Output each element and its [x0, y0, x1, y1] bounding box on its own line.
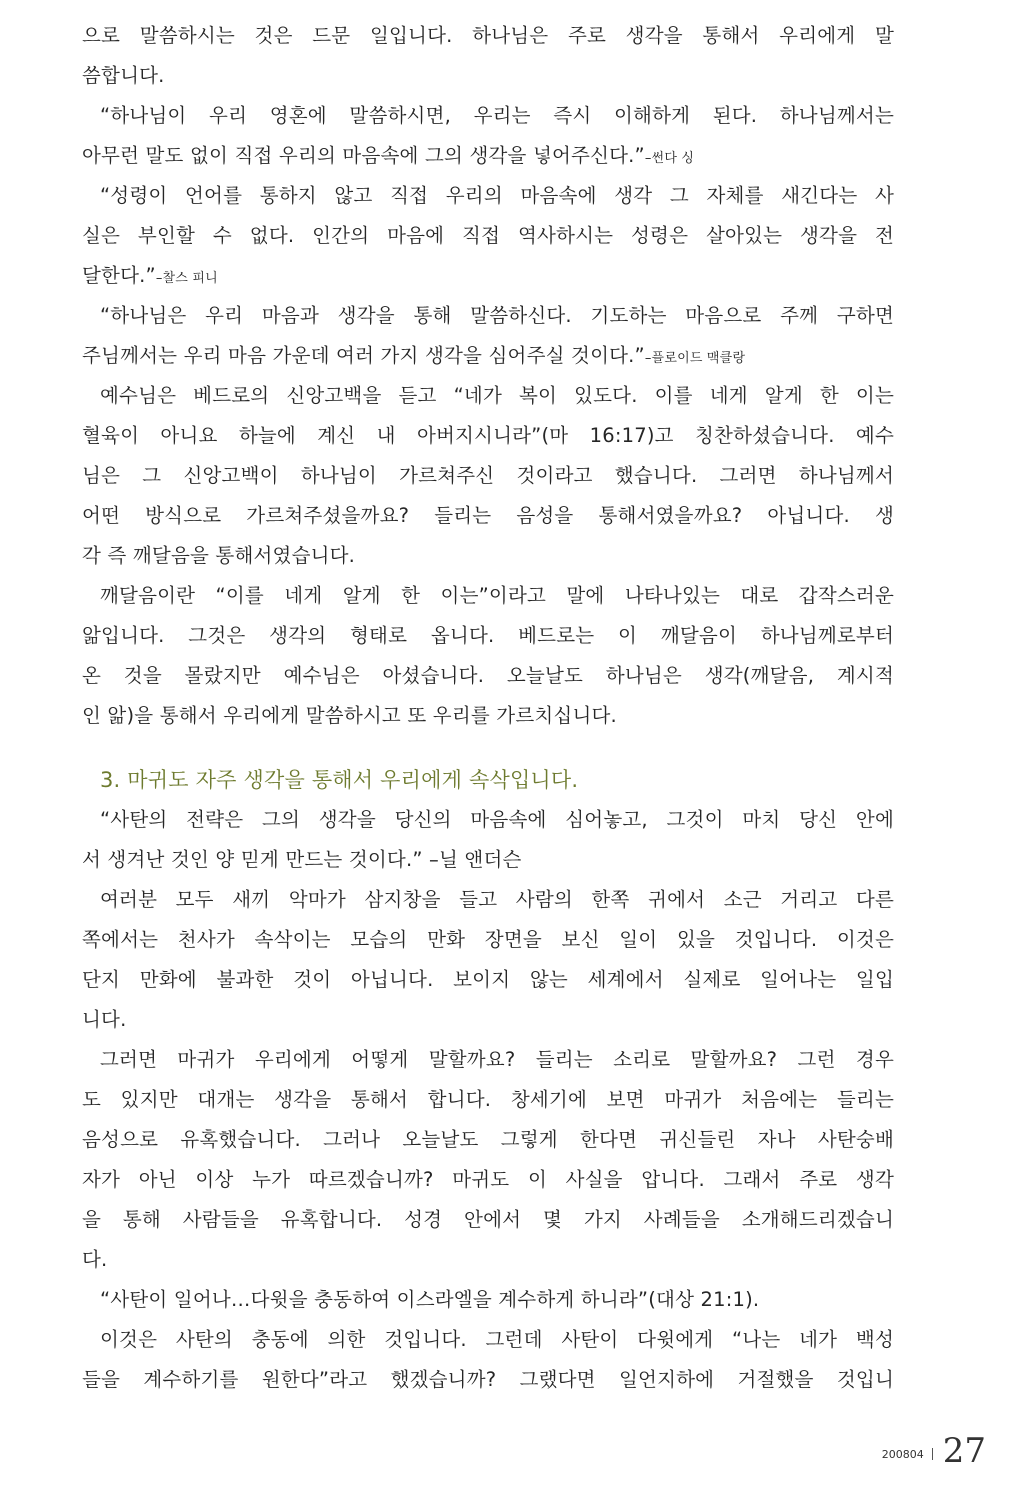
issue-number: 200804: [881, 1448, 924, 1461]
line-text: 그러면 마귀가 우리에게 어떻게 말할까요? 들리는 소리로 말할까요? 그런 경우: [100, 1048, 894, 1071]
line-text: 이것은 사탄의 충동에 의한 것입니다. 그런데 사탄이 다윗에게 “나는 네가 백성: [100, 1328, 894, 1351]
line-text: 아무런 말도 없이 직접 우리의 마음속에 그의 생각을 넣어주신다.”: [82, 144, 645, 167]
text-line: [82, 616, 894, 656]
line-text: 을 통해 사람들을 유혹합니다. 성경 안에서 몇 가지 사례들을 소개해드리겠습니: [82, 1208, 894, 1231]
article-body-top: [82, 16, 894, 736]
article-body-bottom: [82, 760, 894, 1400]
text-line: [82, 960, 894, 1000]
line-text: 온 것을 몰랐지만 예수님은 아셨습니다. 오늘날도 하나님은 생각(깨달음, 계시적: [82, 664, 894, 687]
line-text: 씀합니다.: [82, 64, 165, 87]
line-text: 실은 부인할 수 없다. 인간의 마음에 직접 역사하시는 성령은 살아있는 생각을 전: [82, 224, 894, 247]
line-text: 주님께서는 우리 마음 가운데 여러 가지 생각을 심어주실 것이다.”: [82, 344, 645, 367]
text-line: [82, 1120, 894, 1160]
line-text: 어떤 방식으로 가르쳐주셨을까요? 들리는 음성을 통해서였을까요? 아닙니다. 생: [82, 504, 894, 527]
text-line: [82, 336, 894, 376]
line-text: 예수님은 베드로의 신앙고백을 듣고 “네가 복이 있도다. 이를 네게 알게 한 이는: [100, 384, 894, 407]
text-line: [82, 1320, 894, 1360]
line-text: “하나님은 우리 마음과 생각을 통해 말씀하신다. 기도하는 마음으로 주께 구하면: [100, 304, 894, 327]
line-text: 도 있지만 대개는 생각을 통해서 합니다. 창세기에 보면 마귀가 처음에는 들리는: [82, 1088, 894, 1111]
quote-attribution: –플로이드 맥클랑: [644, 351, 746, 366]
line-text: 인 앎)을 통해서 우리에게 말씀하시고 또 우리를 가르치십니다.: [82, 704, 617, 727]
line-text: “하나님이 우리 영혼에 말씀하시면, 우리는 즉시 이해하게 된다. 하나님께서는: [100, 104, 894, 127]
text-line: [82, 920, 894, 960]
text-line: [82, 1000, 894, 1040]
footer-divider: [932, 1448, 933, 1460]
text-line: [82, 656, 894, 696]
text-line: [82, 1160, 894, 1200]
page-footer: [881, 1428, 986, 1471]
line-text: “사탄의 전략은 그의 생각을 당신의 마음속에 심어놓고, 그것이 마치 당신 안에: [100, 808, 894, 831]
section-heading: 3. 마귀도 자주 생각을 통해서 우리에게 속삭입니다.: [100, 768, 579, 792]
text-line: [82, 296, 894, 336]
text-line: [82, 1360, 894, 1400]
quote-attribution: –찰스 피니: [155, 271, 218, 286]
line-text: 니다.: [82, 1008, 127, 1031]
quote-attribution: –썬다 싱: [644, 151, 695, 166]
line-text: 깨달음이란 “이를 네게 알게 한 이는”이라고 말에 나타나있는 대로 갑작스러운: [100, 584, 894, 607]
text-line: [82, 576, 894, 616]
text-line: [82, 536, 894, 576]
text-line: [82, 416, 894, 456]
text-line: [82, 696, 894, 736]
text-line: [82, 376, 894, 416]
line-text: “성령이 언어를 통하지 않고 직접 우리의 마음속에 생각 그 자체를 새긴다는 사: [100, 184, 894, 207]
line-text: 여러분 모두 새끼 악마가 삼지창을 들고 사람의 한쪽 귀에서 소근 거리고 다른: [100, 888, 894, 911]
text-line: [82, 800, 894, 840]
line-text: 각 즉 깨달음을 통해서였습니다.: [82, 544, 356, 567]
line-text: 으로 말씀하시는 것은 드문 일입니다. 하나님은 주로 생각을 통해서 우리에게 말: [82, 24, 894, 47]
text-line: [82, 136, 894, 176]
text-line: [82, 1200, 894, 1240]
text-line: [82, 840, 894, 880]
line-text: 음성으로 유혹했습니다. 그러나 오늘날도 그렇게 한다면 귀신들린 자나 사탄숭배: [82, 1128, 894, 1151]
text-line: [82, 1240, 894, 1280]
line-text: 앎입니다. 그것은 생각의 형태로 옵니다. 베드로는 이 깨달음이 하나님께로부터: [82, 624, 894, 647]
line-text: 다.: [82, 1248, 108, 1271]
line-text: 혈육이 아니요 하늘에 계신 내 아버지시니라”(마 16:17)고 칭찬하셨습니다. 예수: [82, 424, 894, 447]
page-number: 27: [942, 1431, 986, 1471]
line-text: 달한다.”: [82, 264, 156, 287]
text-line: [82, 256, 894, 296]
text-line: [82, 16, 894, 56]
text-line: [82, 1280, 894, 1320]
line-text: 서 생겨난 것인 양 믿게 만드는 것이다.” –닐 앤더슨: [82, 848, 522, 871]
text-line: [82, 880, 894, 920]
line-text: 님은 그 신앙고백이 하나님이 가르쳐주신 것이라고 했습니다. 그러면 하나님께서: [82, 464, 894, 487]
line-text: “사탄이 일어나…다윗을 충동하여 이스라엘을 계수하게 하니라”(대상 21:1).: [100, 1288, 760, 1311]
text-line: [82, 456, 894, 496]
text-line: [82, 496, 894, 536]
line-text: 쪽에서는 천사가 속삭이는 모습의 만화 장면을 보신 일이 있을 것입니다. 이것은: [82, 928, 894, 951]
text-line: [82, 1080, 894, 1120]
line-text: 단지 만화에 불과한 것이 아닙니다. 보이지 않는 세계에서 실제로 일어나는 일입: [82, 968, 894, 991]
text-line: [82, 96, 894, 136]
line-text: 자가 아닌 이상 누가 따르겠습니까? 마귀도 이 사실을 압니다. 그래서 주로 생각: [82, 1168, 894, 1191]
line-text: 들을 계수하기를 원한다”라고 했겠습니까? 그랬다면 일언지하에 거절했을 것입니: [82, 1368, 894, 1391]
text-line: [82, 56, 894, 96]
text-line: [82, 216, 894, 256]
text-line: [82, 1040, 894, 1080]
text-line: [82, 176, 894, 216]
